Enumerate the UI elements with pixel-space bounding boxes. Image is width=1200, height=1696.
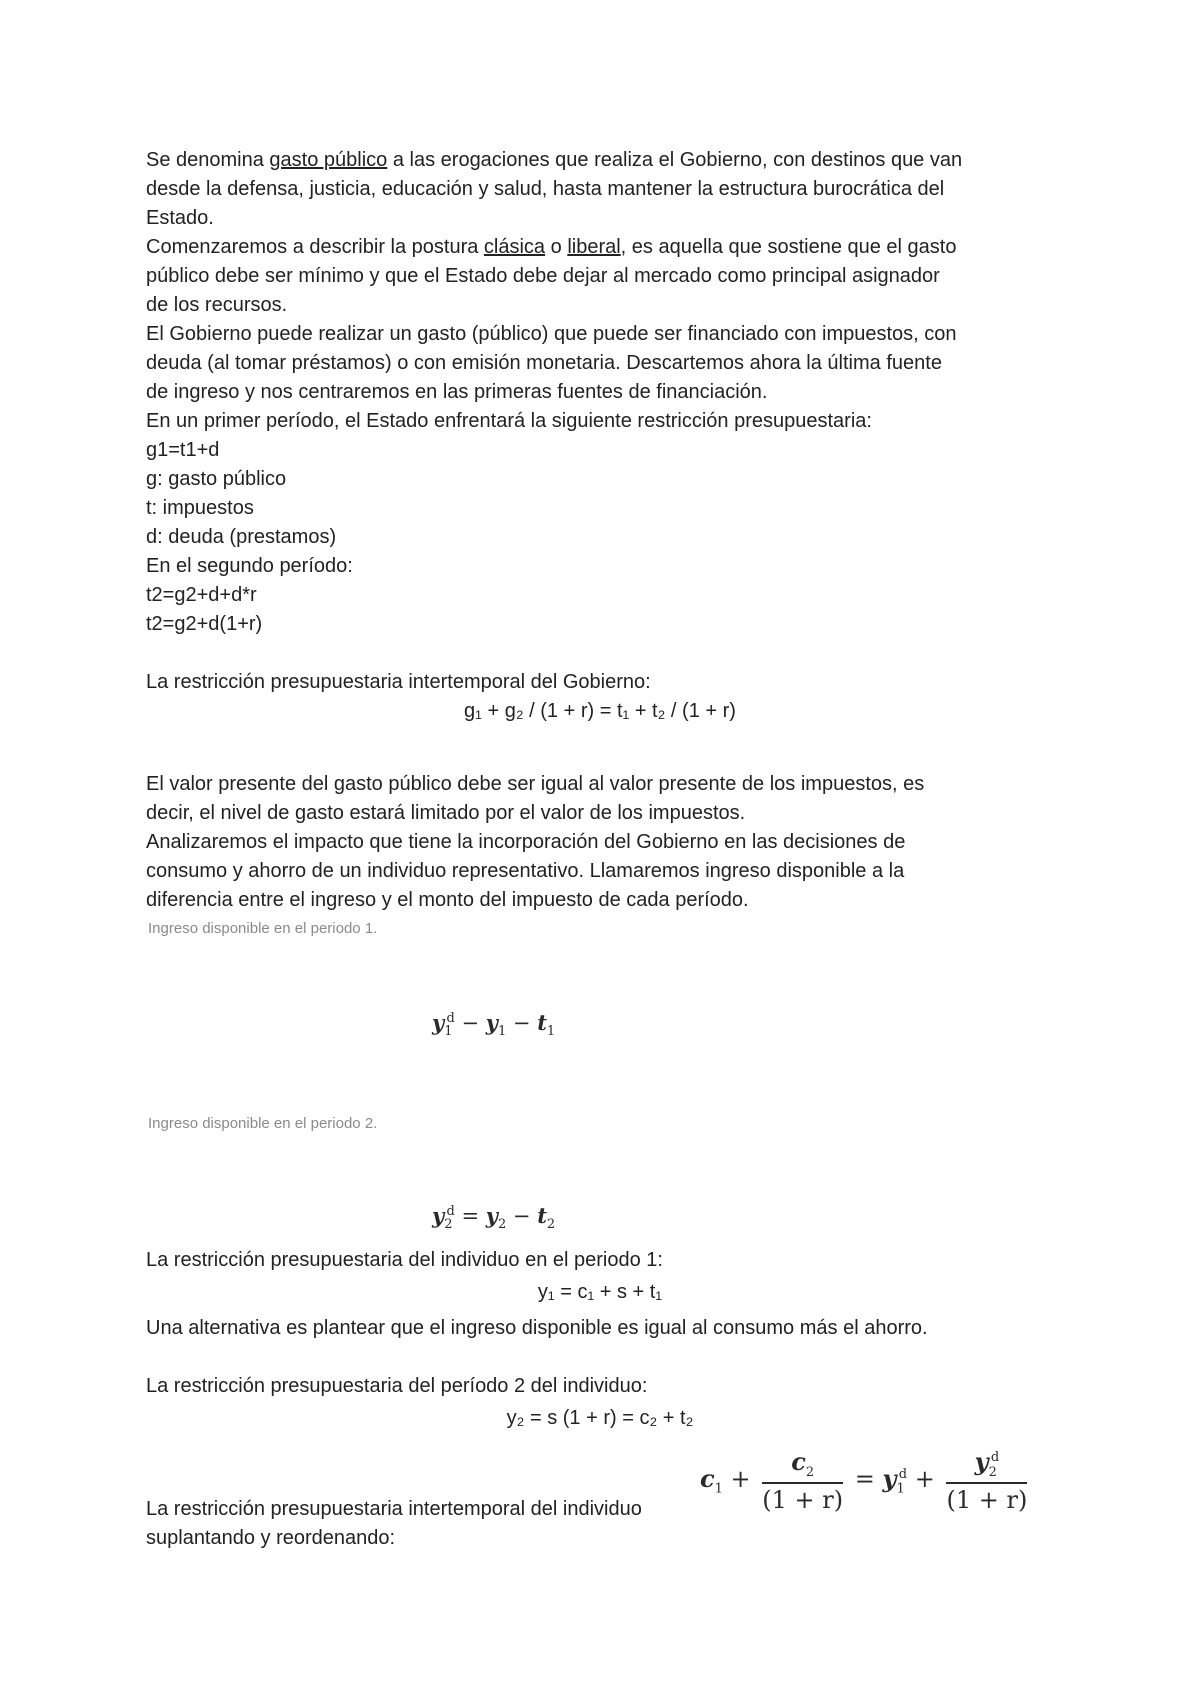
paragraph-line: diferencia entre el ingreso y el monto del impuesto de cada período. xyxy=(146,889,749,911)
paragraph-line: de los recursos. xyxy=(146,294,288,316)
term-clasica: clásica xyxy=(483,236,546,258)
equation-centered: y₂ = s (1 + r) = c₂ + t₂ xyxy=(506,1407,694,1429)
paragraph-line: La restricción presupuestaria intertemporal del Gobierno: xyxy=(146,671,651,693)
paragraph-line: Se denomina gasto público a las erogaciones que realiza el Gobierno, con destinos que van xyxy=(146,149,963,171)
fraction: $\frac{c_2}{(1 + r)}$ xyxy=(762,1447,844,1514)
formula-disposable-income-2: $y_2^d = y_2 - t_2$ xyxy=(432,1203,556,1233)
equation-centered: g₁ + g₂ / (1 + r) = t₁ + t₂ / (1 + r) xyxy=(464,700,736,722)
paragraph-line: consumo y ahorro de un individuo representativo. Llamaremos ingreso disponible a la xyxy=(146,860,905,882)
paragraph-line: En el segundo período: xyxy=(146,555,353,577)
paragraph-line: Estado. xyxy=(146,207,214,229)
paragraph-line: deuda (al tomar préstamos) o con emisión monetaria. Descartemos ahora la última fuente xyxy=(146,352,942,374)
paragraph-line: Una alternativa es plantear que el ingreso disponible es igual al consumo más el ahorro. xyxy=(146,1317,928,1339)
paragraph-line: La restricción presupuestaria del período 2 del individuo: xyxy=(146,1375,648,1397)
paragraph-line: público debe ser mínimo y que el Estado debe dejar al mercado como principal asignador xyxy=(146,265,940,287)
paragraph-line: Comenzaremos a describir la postura clásica o liberal, es aquella que sostiene que el gasto xyxy=(146,236,957,258)
equation-centered: y₁ = c₁ + s + t₁ xyxy=(537,1281,663,1303)
paragraph-line: desde la defensa, justicia, educación y salud, hasta mantener la estructura burocrática del xyxy=(146,178,945,200)
definition-line: d: deuda (prestamos) xyxy=(146,526,337,548)
definition-line: g: gasto público xyxy=(146,468,287,490)
fraction: $\frac{y_2^d}{(1 + r)}$ xyxy=(946,1447,1028,1514)
equation-line: t2=g2+d(1+r) xyxy=(146,613,263,635)
definition-line: t: impuestos xyxy=(146,497,254,519)
paragraph-line: Analizaremos el impacto que tiene la incorporación del Gobierno en las decisiones de xyxy=(146,831,906,853)
term-gasto-publico: gasto público xyxy=(269,149,388,171)
paragraph-line: El valor presente del gasto público debe ser igual al valor presente de los impuestos, es xyxy=(146,773,925,795)
caption-period-2: Ingreso disponible en el periodo 2. xyxy=(148,1115,378,1132)
equation-line: g1=t1+d xyxy=(146,439,220,461)
paragraph-line: de ingreso y nos centraremos en las primeras fuentes de financiación. xyxy=(146,381,768,403)
paragraph-line: decir, el nivel de gasto estará limitado por el valor de los impuestos. xyxy=(146,802,746,824)
term-liberal: liberal xyxy=(567,236,621,258)
caption-period-1: Ingreso disponible en el periodo 1. xyxy=(148,920,378,937)
paragraph-line: La restricción presupuestaria del individuo en el periodo 1: xyxy=(146,1249,663,1271)
equation-line: t2=g2+d+d*r xyxy=(146,584,257,606)
formula-intertemporal-individual: $c_1$ + $\frac{c_2}{(1 + r)}$ = $y_1^d$ + $\frac{y_2^d}{(1 + r)}$ xyxy=(700,1447,1028,1514)
paragraph-line: La restricción presupuestaria intertemporal del individuo xyxy=(146,1498,642,1520)
paragraph-line: En un primer período, el Estado enfrentará la siguiente restricción presupuestaria: xyxy=(146,410,872,432)
paragraph-line: El Gobierno puede realizar un gasto (público) que puede ser financiado con impuestos, con xyxy=(146,323,957,345)
paragraph-line: suplantando y reordenando: xyxy=(146,1527,396,1549)
formula-disposable-income-1: $y_1^d - y_1 - t_1$ xyxy=(432,1010,556,1040)
